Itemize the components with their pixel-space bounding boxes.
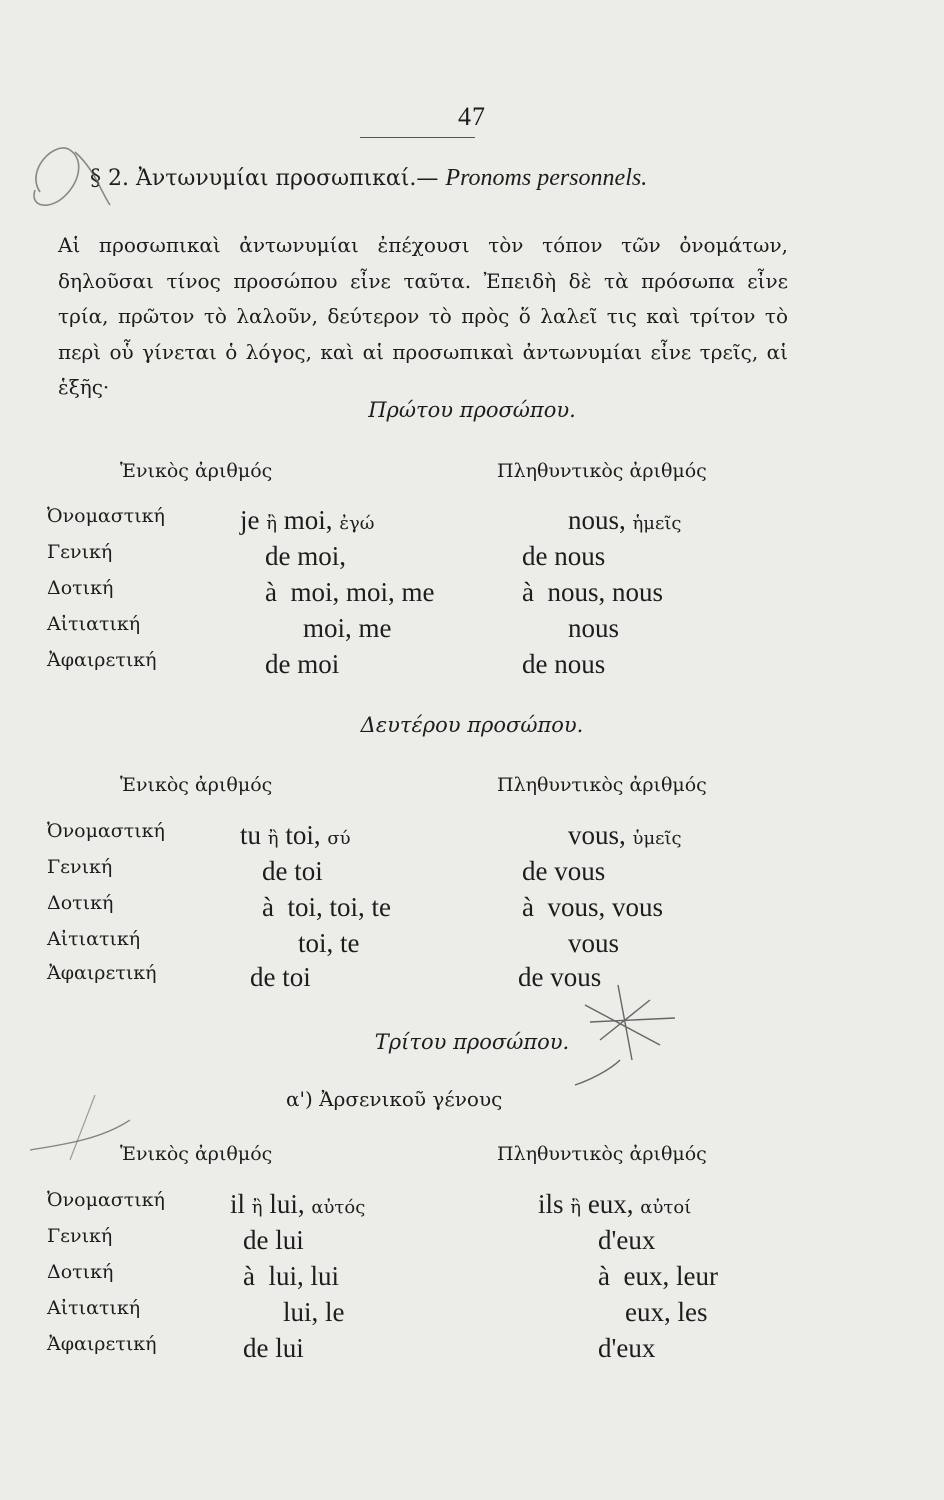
case-genitive: Γενική bbox=[47, 1225, 113, 1247]
form-singular: moi, me bbox=[303, 613, 392, 643]
form-plural: de vous bbox=[522, 856, 606, 886]
heading-french: Pronoms personnels. bbox=[445, 165, 648, 191]
singular-label: Ἑνικὸς ἀριθμός bbox=[120, 774, 273, 796]
section-heading bbox=[90, 165, 647, 192]
second-person-title: Δευτέρου προσώπου. bbox=[360, 713, 584, 737]
case-nominative: Ὀνομαστική bbox=[47, 820, 165, 842]
case-nominative: Ὀνομαστική bbox=[47, 1189, 165, 1211]
case-ablative: Ἀφαιρετική bbox=[47, 649, 157, 671]
case-ablative: Ἀφαιρετική bbox=[47, 962, 157, 984]
case-ablative: Ἀφαιρετική bbox=[47, 1333, 157, 1355]
case-accusative: Αἰτιατική bbox=[47, 928, 141, 950]
case-genitive: Γενική bbox=[47, 856, 113, 878]
plural-label: Πληθυντικὸς ἀριθμός bbox=[497, 774, 707, 796]
form-plural: à eux, leur bbox=[598, 1261, 718, 1291]
form-plural: vous, ὑμεῖς bbox=[568, 820, 682, 850]
form-singular: lui, le bbox=[283, 1297, 345, 1327]
form-plural: vous bbox=[568, 928, 620, 958]
masculine-subheading: α') Ἀρσενικοῦ γένους bbox=[286, 1087, 503, 1111]
page-number: 47 bbox=[458, 102, 486, 131]
form-plural: de nous bbox=[522, 649, 606, 679]
form-singular: de moi bbox=[265, 649, 340, 679]
form-plural: d'eux bbox=[598, 1225, 656, 1255]
form-singular: de toi bbox=[262, 856, 323, 886]
form-plural: de vous bbox=[518, 962, 602, 992]
case-accusative: Αἰτιατική bbox=[47, 1297, 141, 1319]
form-plural: ils ἢ eux, αὐτοί bbox=[538, 1189, 692, 1219]
form-singular: je ἢ moi, ἐγώ bbox=[240, 505, 375, 535]
form-plural: nous, ἡμεῖς bbox=[568, 505, 682, 535]
singular-label: Ἑνικὸς ἀριθμός bbox=[120, 460, 273, 482]
header-rule bbox=[360, 137, 475, 138]
form-plural: eux, les bbox=[625, 1297, 708, 1327]
case-dative: Δοτική bbox=[47, 1261, 114, 1283]
form-singular: de lui bbox=[243, 1333, 304, 1363]
section-number: § 2. bbox=[90, 166, 129, 191]
third-person-title: Τρίτου προσώπου. bbox=[374, 1030, 570, 1054]
intro-paragraph: Αἱ προσωπικαὶ ἀντωνυμίαι ἐπέχουσι τὸν τόπον τῶν ὀνομάτων, δηλοῦσαι τίνος προσώπου εἶνε ταῦτα. Ἐπειδὴ δὲ τὰ πρόσωπα εἶνε τρία, πρῶτον τὸ λαλοῦν, δεύτερον τὸ πρὸς ὅ λαλεῖ τις καὶ τρίτον τὸ περὶ οὗ γίνεται ὁ λόγος, καὶ αἱ προσωπικαὶ ἀντωνυμίαι εἶνε τρεῖς, αἱ ἑξῆς· bbox=[58, 233, 788, 399]
form-plural: à vous, vous bbox=[522, 892, 663, 922]
form-singular: à toi, toi, te bbox=[262, 892, 391, 922]
form-singular: tu ἢ toi, σύ bbox=[240, 820, 351, 850]
form-singular: de moi, bbox=[265, 541, 346, 571]
form-singular: toi, te bbox=[298, 928, 360, 958]
first-person-title: Πρώτου προσώπου. bbox=[368, 398, 576, 422]
form-singular: de toi bbox=[250, 962, 311, 992]
form-plural: d'eux bbox=[598, 1333, 656, 1363]
form-plural: nous bbox=[568, 613, 620, 643]
form-singular: à moi, moi, me bbox=[265, 577, 435, 607]
form-plural: à nous, nous bbox=[522, 577, 663, 607]
heading-greek: Ἀντωνυμίαι προσωπικαί.— bbox=[135, 166, 439, 191]
plural-label: Πληθυντικὸς ἀριθμός bbox=[497, 1143, 707, 1165]
case-dative: Δοτική bbox=[47, 577, 114, 599]
singular-label: Ἑνικὸς ἀριθμός bbox=[120, 1143, 273, 1165]
form-singular: de lui bbox=[243, 1225, 304, 1255]
case-dative: Δοτική bbox=[47, 892, 114, 914]
case-nominative: Ὀνομαστική bbox=[47, 505, 165, 527]
form-plural: de nous bbox=[522, 541, 606, 571]
case-accusative: Αἰτιατική bbox=[47, 613, 141, 635]
form-singular: à lui, lui bbox=[243, 1261, 339, 1291]
form-singular: il ἢ lui, αὐτός bbox=[230, 1189, 366, 1219]
plural-label: Πληθυντικὸς ἀριθμός bbox=[497, 460, 707, 482]
case-genitive: Γενική bbox=[47, 541, 113, 563]
